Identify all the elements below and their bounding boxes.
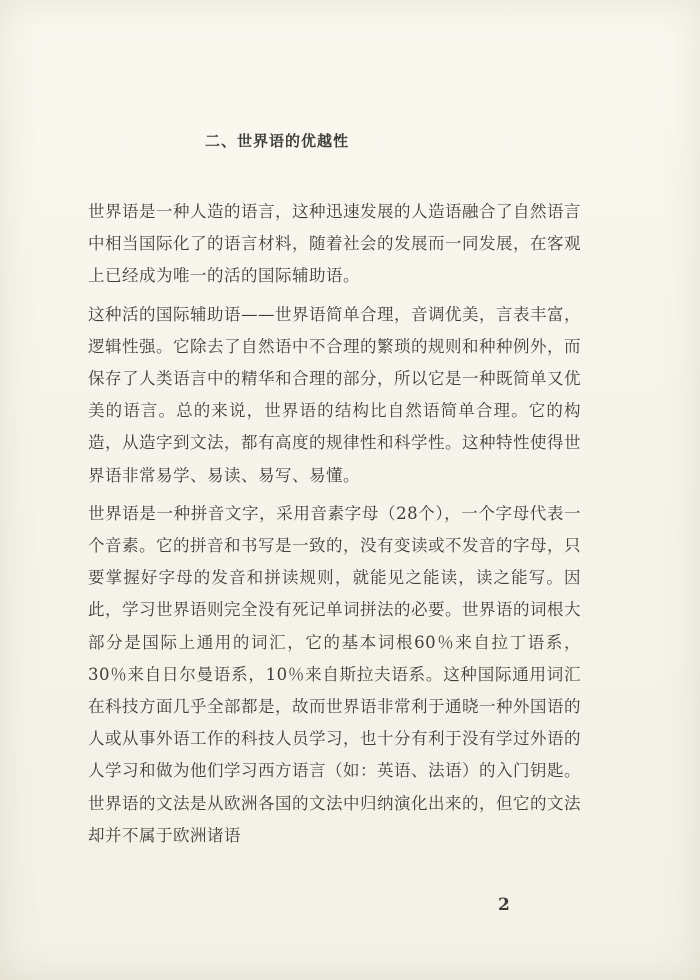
section-title: 二、世界语的优越性: [205, 132, 350, 150]
page-number: 2: [498, 895, 510, 915]
paragraph-structure: 这种活的国际辅助语——世界语简单合理，音调优美，言表丰富，逻辑性强。它除去了自然语中不合理的繁琐的规则和种种例外，而保存了人类语言中的精华和合理的部分，所以它是一种既简单又优美的语言。总的来说，世界语的结构比自然语简单合理。它的构造，从造字到文法，都有高度的规律性和科学性。这种特性使得世界语非常易学、易读、易写、易懂。: [88, 304, 581, 485]
document-body: [88, 196, 581, 858]
paragraph-intro: 世界语是一种人造的语言，这种迅速发展的人造语融合了自然语言中相当国际化了的语言材料，随着社会的发展而一同发展，在客观上已经成为唯一的活的国际辅助语。: [88, 202, 581, 286]
paragraph-phonetics-vocabulary: 世界语是一种拼音文字，采用音素字母（28个），一个字母代表一个音素。它的拼音和书写是一致的，没有变读或不发音的字母，只要掌握好字母的发音和拼读规则，就能见之能读，读之能写。因此，学习世界语则完全没有死记单词拼法的必要。世界语的词根大部分是国际上通用的词汇，它的基本词根60％来自拉丁语系，30％来自日尔曼语系，10％来自斯拉夫语系。这种国际通用词汇在科技方面几乎全部都是，故而世界语非常利于通晓一种外国语的人或从事外语工作的科技人员学习，也十分有利于没有学过外语的人学习和做为他们学习西方语言（如：英语、法语）的入门钥匙。世界语的文法是从欧洲各国的文法中归纳演化出来的，但它的文法却并不属于欧洲诸语: [88, 503, 581, 845]
